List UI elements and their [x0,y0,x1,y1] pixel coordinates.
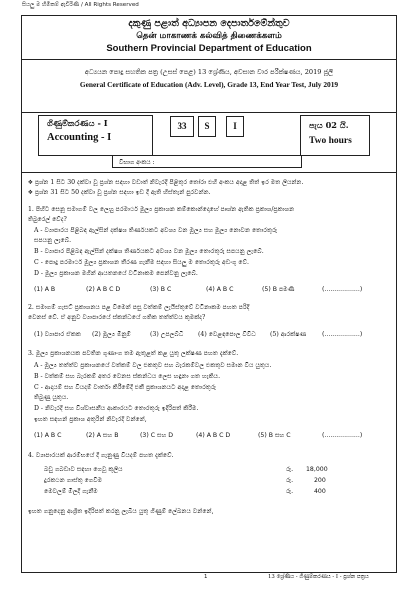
time-english: Two hours [309,136,352,146]
subject-code: 33 [170,116,194,137]
q2-option-1: (1) ව්‍යාපාර ඒකක [34,331,81,338]
q4-row-currency: රු. [286,477,294,484]
q3-statement-b: B - වත්කම් සහ බැරකම් අතර වෙනස ස්කන්ධය ලෙස හඳුනා ගත හැකිය. [34,373,221,380]
q4-row-label: බඩු ගබඩාව සඳහා ගෙවූ කුලිය [44,466,123,473]
q3-statement-d: D - නිවැරදි සහ විශ්වාසනීය ආකාරයට තොරතුරු ඉදිරිපත් කිරීම. [34,405,199,412]
q3-answer-blank[interactable]: (..................) [322,432,363,439]
q1-option-2: (2) A B C D [86,286,121,293]
medium-code: S [198,116,216,137]
q2-answer-blank[interactable]: (..................) [322,331,363,338]
q4-row-amount: 400 [314,488,326,495]
q3-option-5: (5) B සහ C [258,432,291,439]
q1-option-5: (5) B පමණි [262,286,295,293]
q1-option-3: (3) B C [150,286,172,293]
q2-option-4: (4) වෙළඳපොල විවිධ [198,331,256,338]
exam-title-english: General Certificate of Education (Adv. Level), Grade 13, End Year Test, July 2019 [79,80,339,89]
rights-notice: සියලු ම හිමිකම් ඇවිරිණි / All Rights Reserved [22,2,139,8]
q4-row-amount: 18,000 [306,466,328,473]
divider [21,59,397,60]
q3-stem: ඉහත සඳහන් ප්‍රකාශ අතුරින් නිවැරදි වන්නේ, [34,416,147,423]
index-number-field[interactable]: විභාග අංකය : [112,155,302,168]
page-number: 1 [204,574,208,580]
divider [21,172,397,173]
q2-option-2: (2) මූල්‍ය මිනුම් [92,331,131,338]
subject-sinhala: ගිණුම්කරණය - I [47,118,108,128]
instruction-line: ❖ ප්‍රශ්න 31 සිට 50 දක්වා වූ ප්‍රශ්න සඳහා ඉඩ දී ඇති හිස්තැන් පුරවන්න. [28,189,211,196]
q2-option-5: (5) ආරක්ෂණ [270,331,307,338]
q4-row-currency: රු. [286,466,294,473]
q2-stem: වෙනස් වේ. ඒ අනුව ව්‍යාපාරයේ ස්කන්ධයේ ගතික තත්ත්වය කුමක්ද? [28,314,206,321]
subject-box [38,115,153,156]
q1-answer-blank[interactable]: (..................) [322,286,363,293]
q4-row-currency: රු. [286,488,294,495]
q4-row-amount: 200 [314,477,326,484]
divider [21,112,397,113]
q3-option-1: (1) A B C [34,432,62,439]
q1-statement-c: C - පොදු පරමාර්ථ මූල්‍ය ප්‍රකාශන තීරණ ගැනීම සඳහා සියලු ම තොරතුරු අඩංගු වේ. [34,259,249,266]
q2-option-3: (3) උපලබ්ධි [150,331,184,338]
q3-statement-c: තිබුණු යුතුය. [34,394,69,401]
q1-option-4: (4) A B C [206,286,234,293]
exam-title-sinhala: අධ්‍යයන පොදු සහතික පත්‍ර (උසස් පෙළ) 13 ශ්‍රේණිය, අවසාන වාර පරීක්ෂණය, 2019 ජූලි [84,68,334,76]
q1-statement-d: D - මූල්‍ය ප්‍රකාශන මගින් ආයතනයේ වටිනාකම පෙන්වනු ලැබේ. [34,270,198,277]
q3-stem: 3. මූල්‍ය ප්‍රකාශනයක පවතින ගුණාංග තම ඇතුළත් කළ යුතු ලක්ෂණ පහත දැක්වේ. [28,350,239,357]
q4-stem: ඉහත ගනුදෙනු ආශ්‍රිත ඉදිරිපත් කරනු ලැබිය යුතු ගිණුම් ලේඛනය වන්නේ, [28,508,214,515]
header-tamil: தென் மாகாணக் கல்வித் திணைக்களம் [136,31,282,41]
subject-english: Accounting - I [47,132,112,143]
instruction-line: ❖ ප්‍රශ්න 1 සිට 30 දක්වා වූ ප්‍රශ්න සඳහා වඩාත් නිවැරදි පිළිතුර තෝරා එහි අංකය අදාළ තිත් ඉර මත ලියන්න. [28,179,304,186]
q1-statement-b: B - ව්‍යාපාර පිළිබඳ ඇල්සින් දක්ෂශ තිර්ණයකට අවශ්‍ය වන මූල්‍ය තොරතුරු සපයනු ලැබේ. [34,248,264,255]
time-sinhala: පැය 02 යි. [309,120,349,130]
header-sinhala: දකුණු පළාත් අධ්‍යාපන දෙපාර්තමේන්තුව [128,18,290,29]
time-box [300,115,370,156]
q3-statement-a: A - මූල්‍ය තත්ත්ව ප්‍රකාශනයේ වත්කම් වල එකතුව සහ බැරකම්වල එකතුව සමාන විය යුතුය. [34,362,272,369]
q1-statement-a: A - ව්‍යාපාරය පිළිබඳ ඇල්සින් දක්ෂශ තිර්ණයකට අවශ්‍ය වන මූල්‍ය සහ මූල්‍ය නොවන තොරතුරු [34,227,278,234]
q1-stem: තිබුරෙල් වේද? [28,216,67,223]
q1-stem: 1. පිහිට සෙනූ සමාගම් වල ලෙහු පරමාර්ථ මූල්‍ය ප්‍රකාශන කම්කොන්දොහේ පෘශ්‍න ඇතික ප්‍රකාශ/ප්‍රකාශන [28,206,295,213]
q1-option-1: (1) A B [34,286,56,293]
q4-row-label: දුරකථන ගාස්තු ගෙවීම [44,477,103,484]
footer-note: 13 ශ්‍රේණිය - ගිණුම්කරණය - I - ප්‍රශ්න පත්‍රය [268,574,369,580]
q3-option-2: (2) A සහ B [86,432,119,439]
q3-statement-c: C - ආදායම් සහ වියදම් වාර්තා කිරීමේදී එකී ප්‍රකාශනයට අදාළ තොරතුරු [34,384,217,391]
header-english: Southern Provincial Department of Education [106,43,312,54]
q3-option-3: (3) C සහ D [140,432,174,439]
q4-stem: 4. ව්‍යාපාරයක් ආරම්භයේ දී ගැනුණු වියදම් පහත දැක්වේ. [28,452,174,459]
q2-stem: 2. සමාගම් ගැසට් ප්‍රකාශනය පළ වීමෙන් පසු වත්කම් ලැයිස්තුවේ වටිනාකම පහත පරිදි [28,304,250,311]
q4-row-label: මෙවලම් මිලදී ගැනීම [44,488,98,495]
q1-statement-a: සපයනු ලැබේ. [34,237,72,244]
q3-option-4: (4) A B C D [196,432,231,439]
paper-code: I [226,116,244,137]
